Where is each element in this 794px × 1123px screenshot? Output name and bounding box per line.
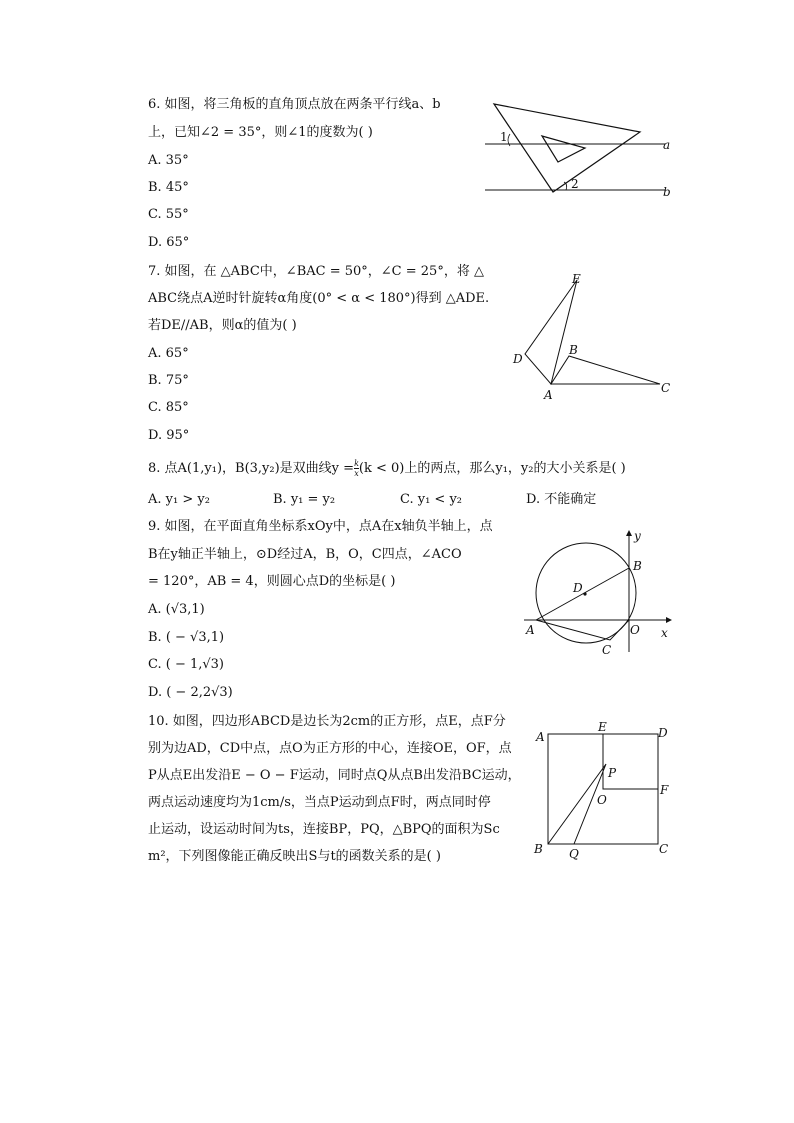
q8-frac-num: k <box>354 459 359 468</box>
q7-label-a: A <box>544 388 553 402</box>
q7-triangle-abc <box>551 356 660 384</box>
q9-center-point <box>583 592 586 595</box>
q9-figure <box>520 528 680 658</box>
q8-stem <box>148 459 626 479</box>
q9-line2: B在y轴正半轴上，⊙D经过A，B，O，C四点，∠ACO <box>148 547 462 562</box>
q10-square-eofd <box>603 734 658 789</box>
q10-line6: m²，下列图像能正确反映出S与t的函数关系的是( ) <box>148 849 441 864</box>
q10-label-q: Q <box>569 847 579 861</box>
q9-label-o: O <box>630 623 640 637</box>
q10-line3: P从点E出发沿E − O − F运动，同时点Q从点B出发沿BC运动， <box>148 768 521 783</box>
q10-label-a: A <box>536 730 545 744</box>
q6-label-b: b <box>663 185 671 199</box>
q6-label-angle2: 2 <box>571 177 579 191</box>
q7-label-e: E <box>572 272 581 286</box>
q9-label-x: x <box>661 626 668 640</box>
q9-option-b: B. ( − √3,1) <box>148 630 225 645</box>
q9-label-c: C <box>602 643 612 657</box>
q8-stem-prefix: 8. 点A(1,y₁)，B(3,y₂)是双曲线y = <box>148 461 355 476</box>
q9-option-c: C. ( − 1,√3) <box>148 657 225 672</box>
q9-label-b: B <box>633 559 642 573</box>
q6-figure <box>480 98 680 208</box>
q6-line1: 6. 如图，将三角板的直角顶点放在两条平行线a、b <box>148 97 441 112</box>
q6-label-a: a <box>663 138 671 152</box>
q9-line1: 9. 如图，在平面直角坐标系xOy中，点A在x轴负半轴上，点 <box>148 519 493 534</box>
q6-line2: 上，已知∠2 = 35°，则∠1的度数为( ) <box>148 125 373 140</box>
q9-label-y: y <box>634 529 641 543</box>
q6-triangle-hole <box>542 136 585 162</box>
q10-figure <box>528 720 678 865</box>
q8-option-a: A. y₁ > y₂ <box>148 492 210 507</box>
q10-label-d: D <box>658 726 668 740</box>
q6-option-d: D. 65° <box>148 235 190 250</box>
q10-line5: 止运动，设运动时间为ts，连接BP，PQ，△BPQ的面积为Sc <box>148 822 500 837</box>
q8-frac-den: x <box>354 469 359 478</box>
q10-line4: 两点运动速度均为1cm/s，当点P运动到点F时，两点同时停 <box>148 795 491 810</box>
q7-option-c: C. 85° <box>148 400 189 415</box>
q6-triangle-ruler <box>494 104 640 192</box>
q7-line1: 7. 如图，在 △ABC中，∠BAC = 50°，∠C = 25°，将 △ <box>148 264 484 279</box>
q9-label-d: D <box>573 581 583 595</box>
q6-option-a: A. 35° <box>148 153 189 168</box>
q8-option-d: D. 不能确定 <box>526 492 597 507</box>
q7-line2: ABC绕点A逆时针旋转α角度(0° < α < 180°)得到 △ADE. <box>148 291 490 306</box>
q7-label-d: D <box>513 352 523 366</box>
q7-option-d: D. 95° <box>148 428 190 443</box>
q7-label-c: C <box>661 381 671 395</box>
q8-option-c: C. y₁ < y₂ <box>400 492 463 507</box>
q9-option-d: D. ( − 2,2√3) <box>148 685 233 700</box>
q9-line3: = 120°，AB = 4，则圆心点D的坐标是( ) <box>148 574 396 589</box>
q9-x-arrow <box>666 617 672 623</box>
q7-figure <box>505 268 685 403</box>
q10-label-f: F <box>660 783 669 797</box>
q6-option-c: C. 55° <box>148 207 189 222</box>
q10-label-p: P <box>608 766 617 780</box>
q7-label-b: B <box>569 343 578 357</box>
q9-option-a: A. (√3,1) <box>148 602 205 617</box>
q10-label-e: E <box>598 720 607 734</box>
q10-label-c: C <box>659 842 669 856</box>
q9-y-arrow <box>626 530 632 536</box>
q7-option-b: B. 75° <box>148 373 189 388</box>
q9-segment-aco <box>536 620 629 640</box>
q10-line2: 别为边AD，CD中点，点O为正方形的中心，连接OE，OF，点 <box>148 741 512 756</box>
q10-label-o: O <box>597 793 607 807</box>
q10-line1: 10. 如图，四边形ABCD是边长为2cm的正方形，点E，点F分 <box>148 714 506 729</box>
q7-option-a: A. 65° <box>148 346 189 361</box>
q10-label-b: B <box>534 842 543 856</box>
q7-triangle-ade <box>525 280 577 384</box>
q7-line3: 若DE//AB，则α的值为( ) <box>148 318 297 333</box>
q6-label-angle1: 1 <box>500 130 508 144</box>
q6-option-b: B. 45° <box>148 180 189 195</box>
q9-label-a: A <box>526 623 535 637</box>
q8-option-b: B. y₁ = y₂ <box>273 492 336 507</box>
q8-stem-suffix: (k < 0)上的两点，那么y₁，y₂的大小关系是( ) <box>358 461 626 476</box>
